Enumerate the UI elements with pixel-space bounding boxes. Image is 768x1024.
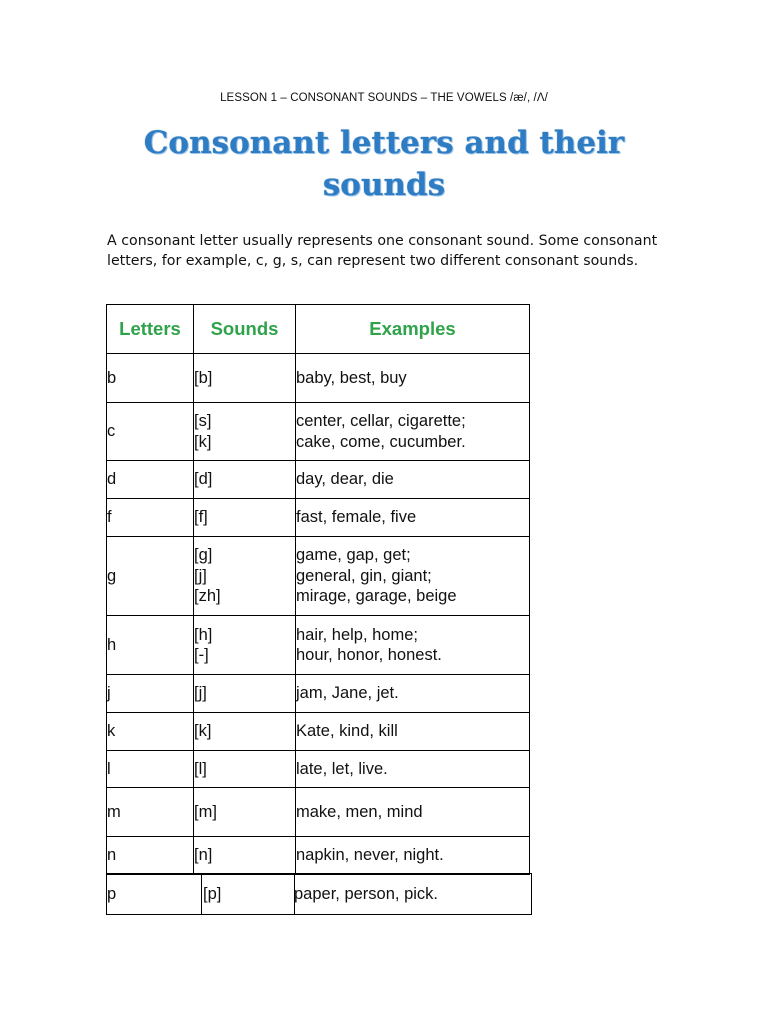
row-letter: k bbox=[107, 713, 194, 751]
row-sounds bbox=[194, 461, 296, 499]
example-words: day, dear, die bbox=[296, 470, 394, 489]
table-row-d bbox=[107, 461, 530, 499]
table-row-k bbox=[107, 713, 530, 751]
sound-value: [j] bbox=[194, 684, 207, 703]
sound-value: [l] bbox=[194, 759, 207, 778]
sound-value: [m] bbox=[194, 802, 217, 821]
sound-value: [h] bbox=[194, 625, 213, 644]
cell-divider bbox=[201, 874, 202, 914]
table-header-row bbox=[107, 305, 530, 354]
row-letter: g bbox=[107, 537, 194, 616]
table-row-h bbox=[107, 616, 530, 675]
row-examples bbox=[296, 616, 530, 675]
row-sounds bbox=[194, 616, 296, 675]
row-letter: b bbox=[107, 354, 194, 403]
sound-value: [n] bbox=[194, 846, 213, 865]
row-letter: j bbox=[107, 675, 194, 713]
example-words: Kate, kind, kill bbox=[296, 722, 398, 741]
row-sounds bbox=[194, 403, 296, 461]
table-row-c bbox=[107, 403, 530, 461]
row-letter: l bbox=[107, 751, 194, 788]
sound-value: [d] bbox=[194, 470, 213, 489]
lesson-header: LESSON 1 – CONSONANT SOUNDS – THE VOWELS /æ/, /Λ/ bbox=[220, 92, 548, 104]
title-line-2: sounds bbox=[322, 167, 446, 203]
row-examples bbox=[296, 788, 530, 837]
sound-value: [g] bbox=[194, 546, 213, 565]
row-examples bbox=[296, 499, 530, 537]
header-letters: Letters bbox=[107, 305, 194, 354]
row-sounds bbox=[194, 537, 296, 616]
example-words: baby, best, buy bbox=[296, 368, 407, 387]
row-examples bbox=[296, 403, 530, 461]
example-words: napkin, never, night. bbox=[296, 846, 444, 865]
sound-value: [j] bbox=[194, 566, 207, 585]
table-row-b bbox=[107, 354, 530, 403]
intro-paragraph: A consonant letter usually represents one consonant sound. Some consonant letters, for example, c, g, s, can represent two different consonant sounds. bbox=[107, 233, 658, 269]
sound-value: [k] bbox=[194, 432, 212, 451]
table-row-n bbox=[107, 837, 530, 875]
row-sounds bbox=[194, 837, 296, 875]
row-examples bbox=[296, 751, 530, 788]
row-examples bbox=[296, 354, 530, 403]
row-examples bbox=[296, 837, 530, 875]
sound-value: [f] bbox=[194, 508, 208, 527]
row-letter: d bbox=[107, 461, 194, 499]
table-body bbox=[107, 354, 530, 875]
row-examples bbox=[296, 675, 530, 713]
row-sounds bbox=[194, 354, 296, 403]
row-examples: paper, person, pick. bbox=[294, 885, 439, 903]
row-sound: [p] bbox=[203, 885, 222, 903]
example-words: general, gin, giant; bbox=[296, 566, 432, 585]
row-letter: h bbox=[107, 616, 194, 675]
row-sounds bbox=[194, 499, 296, 537]
example-words: late, let, live. bbox=[296, 759, 388, 778]
example-words: game, gap, get; bbox=[296, 546, 411, 565]
table-row-g bbox=[107, 537, 530, 616]
sound-value: [b] bbox=[194, 368, 213, 387]
table-row-j bbox=[107, 675, 530, 713]
sound-value: [k] bbox=[194, 722, 212, 741]
example-words: make, men, mind bbox=[296, 802, 423, 821]
table-row-m bbox=[107, 788, 530, 837]
title-line-1: Consonant letters and their bbox=[143, 125, 625, 161]
table-row-f bbox=[107, 499, 530, 537]
header-sounds: Sounds bbox=[194, 305, 296, 354]
example-words: hour, honor, honest. bbox=[296, 646, 442, 664]
page-title bbox=[84, 122, 684, 206]
row-letter: m bbox=[107, 788, 194, 837]
row-examples bbox=[296, 713, 530, 751]
example-words: hair, help, home; bbox=[296, 625, 418, 644]
example-words: cake, come, cucumber. bbox=[296, 432, 466, 451]
example-words: jam, Jane, jet. bbox=[296, 684, 399, 703]
row-sounds bbox=[194, 713, 296, 751]
row-letter: n bbox=[107, 837, 194, 875]
sound-value: [zh] bbox=[194, 587, 221, 606]
table-row-p bbox=[106, 873, 532, 915]
consonant-table bbox=[106, 304, 530, 875]
row-examples bbox=[296, 537, 530, 616]
table-row-l bbox=[107, 751, 530, 788]
sound-value: [s] bbox=[194, 412, 212, 430]
row-sounds bbox=[194, 675, 296, 713]
row-letter: c bbox=[107, 403, 194, 461]
header-examples: Examples bbox=[296, 305, 530, 354]
example-words: center, cellar, cigarette; bbox=[296, 412, 466, 430]
example-words: mirage, garage, beige bbox=[296, 587, 457, 606]
row-sounds bbox=[194, 751, 296, 788]
sound-value: [-] bbox=[194, 646, 209, 664]
row-letter: p bbox=[107, 885, 117, 903]
row-sounds bbox=[194, 788, 296, 837]
row-letter: f bbox=[107, 499, 194, 537]
row-examples bbox=[296, 461, 530, 499]
example-words: fast, female, five bbox=[296, 508, 417, 527]
